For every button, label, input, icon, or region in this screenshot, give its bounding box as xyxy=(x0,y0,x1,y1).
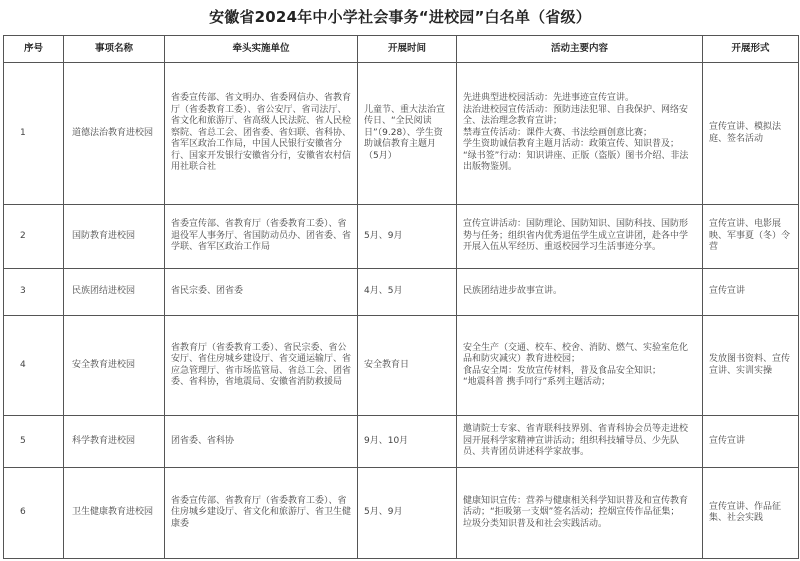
cell-form: 宣传宣讲、电影展映、军事夏（冬）令营 xyxy=(703,205,799,269)
header-time: 开展时间 xyxy=(358,36,457,63)
content-line: 禁毒宣传活动：课件大赛、书法绘画创意比赛； xyxy=(463,127,653,138)
cell-seq: 6 xyxy=(4,468,64,559)
table-row xyxy=(4,205,799,269)
cell-seq: 5 xyxy=(4,416,64,468)
cell-time: 5月、9月 xyxy=(358,205,457,269)
cell-form: 宣传宣讲 xyxy=(703,269,799,316)
cell-seq: 2 xyxy=(4,205,64,269)
content-line: 垃圾分类知识普及和社会实践活动。 xyxy=(463,518,608,529)
header-seq: 序号 xyxy=(4,36,64,63)
cell-seq: 1 xyxy=(4,63,64,205)
table-row xyxy=(4,416,799,468)
content-line: 食品安全周：发放宣传材料，普及食品安全知识； xyxy=(463,365,662,376)
content-line: “地震科普 携手同行”系列主题活动； xyxy=(463,377,611,387)
cell-content xyxy=(457,468,703,559)
header-name: 事项名称 xyxy=(64,36,165,63)
content-line: 宣传宣讲活动：国防理论、国防知识、国防科技、国防形势与任务；组织省内优秀退伍学生成立宣讲团，赴各中学开展入伍从军经历、重返校园学习生活事迹分享。 xyxy=(463,219,689,253)
table-row xyxy=(4,316,799,416)
table-row xyxy=(4,269,799,316)
header-form: 开展形式 xyxy=(703,36,799,63)
cell-lead-unit: 省委宣传部、省教育厅（省委教育工委）、省退役军人事务厅、省国防动员办、团省委、省学联、省军区政治工作局 xyxy=(165,205,358,269)
table-row xyxy=(4,63,799,205)
table-header-row xyxy=(4,36,799,63)
cell-time: 安全教育日 xyxy=(358,316,457,416)
content-line: 安全生产（交通、校车、校舍、消防、燃气、实验室危化品和防灾减灾）教育进校园； xyxy=(463,342,689,364)
cell-lead-unit: 省委宣传部、省教育厅（省委教育工委）、省住房城乡建设厅、省文化和旅游厅、省卫生健康委 xyxy=(165,468,358,559)
cell-time: 5月、9月 xyxy=(358,468,457,559)
content-line: 邀请院士专家、省青联科技界别、省青科协会员等走进校园开展科学家精神宣讲活动；组织科技辅导员、少先队员、共青团员讲述科学家故事。 xyxy=(463,424,689,458)
cell-content xyxy=(457,316,703,416)
cell-lead-unit: 团省委、省科协 xyxy=(165,416,358,468)
whitelist-table xyxy=(3,35,799,559)
cell-content xyxy=(457,269,703,316)
cell-name: 道德法治教育进校园 xyxy=(64,63,165,205)
header-content: 活动主要内容 xyxy=(457,36,703,63)
cell-lead-unit: 省委宣传部、省文明办、省委网信办、省教育厅（省委教育工委）、省公安厅、省司法厅、省文化和旅游厅、省高级人民法院、省人民检察院、省总工会、团省委、省妇联、省科协、省军区政治工作局，中国人民银行安徽省分行、国家开发银行安徽省分行，安徽省农村信用社联合社 xyxy=(165,63,358,205)
cell-form: 发放图书资料、宣传宣讲、实训实操 xyxy=(703,316,799,416)
document-title: 安徽省2024年中小学社会事务“进校园”白名单（省级） xyxy=(209,8,591,26)
cell-seq: 4 xyxy=(4,316,64,416)
cell-name: 卫生健康教育进校园 xyxy=(64,468,165,559)
cell-lead-unit: 省教育厅（省委教育工委）、省民宗委、省公安厅、省住房城乡建设厅、省交通运输厅、省应急管理厅、省市场监管局、省总工会、团省委、省科协，省地震局、安徽省消防救援局 xyxy=(165,316,358,416)
cell-form: 宣传宣讲 xyxy=(703,416,799,468)
content-line: 民族团结进步故事宣讲。 xyxy=(463,286,563,297)
cell-name: 安全教育进校园 xyxy=(64,316,165,416)
cell-form: 宣传宣讲、模拟法庭、签名活动 xyxy=(703,63,799,205)
content-line: 健康知识宣传：营养与健康相关科学知识普及和宣传教育活动；“拒吸第一支烟”签名活动；控烟宣传作品征集； xyxy=(463,495,689,518)
cell-time: 9月、10月 xyxy=(358,416,457,468)
cell-time: 儿童节、重大法治宣传日、“全民阅读日”（9.28）、学生资助诚信教育主题月（5月） xyxy=(358,63,457,205)
cell-form: 宣传宣讲、作品征集、社会实践 xyxy=(703,468,799,559)
cell-content xyxy=(457,63,703,205)
cell-content xyxy=(457,205,703,269)
cell-name: 民族团结进校园 xyxy=(64,269,165,316)
header-lead-unit: 牵头实施单位 xyxy=(165,36,358,63)
cell-seq: 3 xyxy=(4,269,64,316)
cell-name: 国防教育进校园 xyxy=(64,205,165,269)
table-row xyxy=(4,468,799,559)
cell-lead-unit: 省民宗委、团省委 xyxy=(165,269,358,316)
content-line: 先进典型进校园活动：先进事迹宣传宣讲。 xyxy=(463,93,635,104)
cell-content xyxy=(457,416,703,468)
content-line: 学生资助诚信教育主题月活动：政策宣传、知识普及； xyxy=(463,139,680,150)
cell-time: 4月、5月 xyxy=(358,269,457,316)
content-line: “绿书签”行动：知识讲座、正版（盗版）图书介绍、非法出版物鉴别。 xyxy=(463,150,689,173)
cell-name: 科学教育进校园 xyxy=(64,416,165,468)
content-line: 法治进校园宣传活动：预防违法犯罪、自我保护、网络安全、法治理念教育宣讲； xyxy=(463,104,689,127)
